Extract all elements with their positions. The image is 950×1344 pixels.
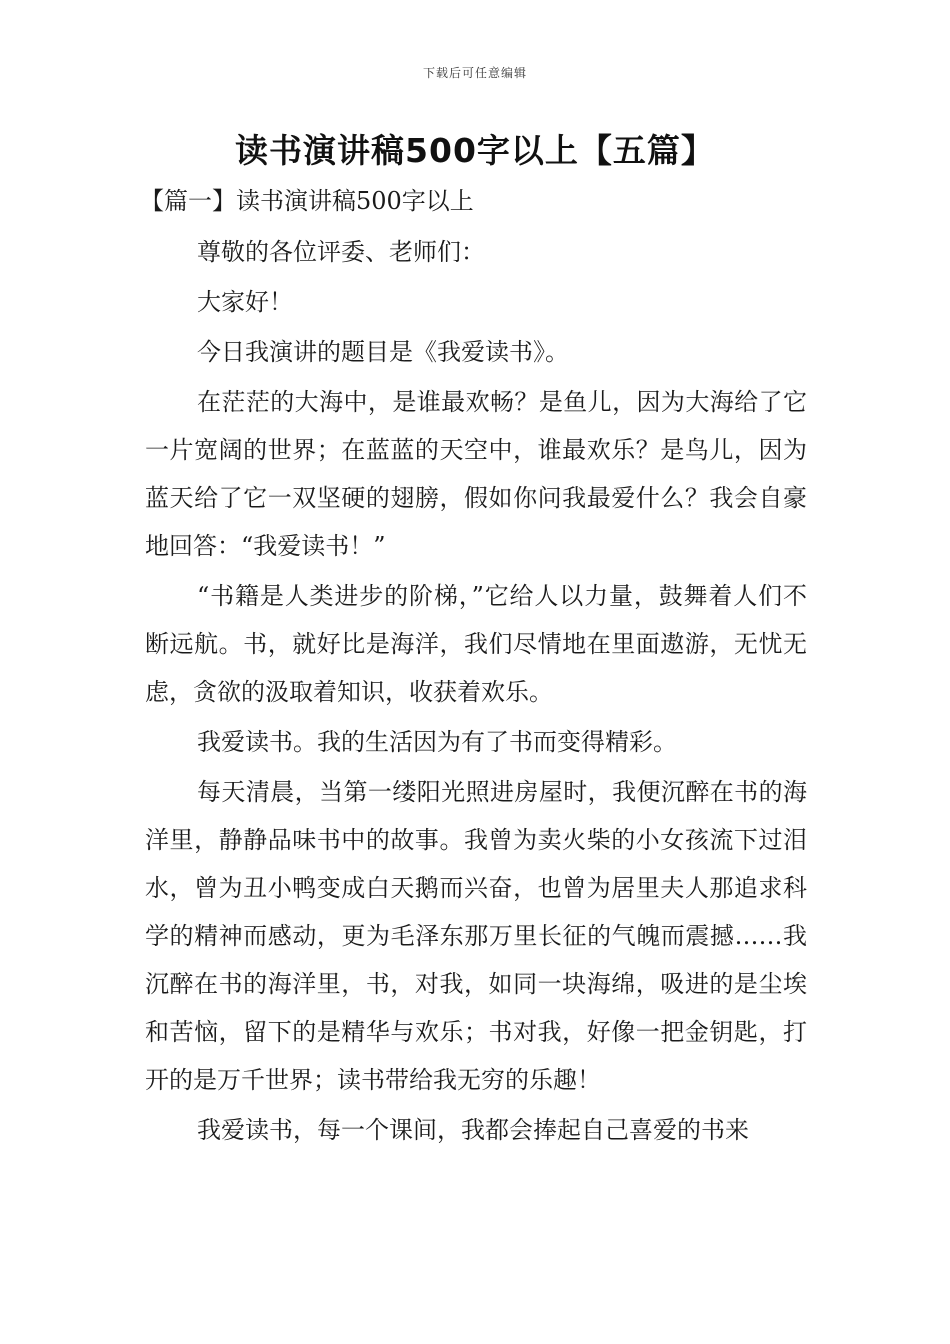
- paragraph: 在茫茫的大海中，是谁最欢畅？是鱼儿，因为大海给了它一片宽阔的世界；在蓝蓝的天空中，谁最欢乐？是鸟儿，因为蓝天给了它一双坚硬的翅膀，假如你问我最爱什么？我会自豪地回答：“我爱读书！”: [145, 388, 807, 560]
- paragraph: 大家好！: [197, 288, 293, 316]
- document-title: 读书演讲稿500字以上【五篇】: [235, 131, 715, 170]
- body-text: [145, 228, 807, 1154]
- paragraph: 我爱读书。我的生活因为有了书而变得精彩。: [197, 728, 677, 756]
- header-note: 下载后可任意编辑: [422, 66, 527, 80]
- paragraph: 每天清晨，当第一缕阳光照进房屋时，我便沉醉在书的海洋里，静静品味书中的故事。我曾为卖火柴的小女孩流下过泪水，曾为丑小鸭变成白天鹅而兴奋，也曾为居里夫人那追求科学的精神而感动，更为毛泽东那万里长征的气魄而震撼……我沉醉在书的海洋里，书，对我，如同一块海绵，吸进的是尘埃和苦恼，留下的是精华与欢乐；书对我，好像一把金钥匙，打开的是万千世界；读书带给我无穷的乐趣！: [145, 778, 807, 1094]
- paragraph: “书籍是人类进步的阶梯，”它给人以力量，鼓舞着人们不断远航。书，就好比是海洋，我们尽情地在里面遨游，无忧无虑，贪欲的汲取着知识，收获着欢乐。: [145, 582, 807, 706]
- paragraph: 今日我演讲的题目是《我爱读书》。: [197, 338, 569, 366]
- paragraph: 我爱读书，每一个课间，我都会捧起自己喜爱的书来: [197, 1116, 749, 1144]
- section-heading: 【篇一】读书演讲稿500字以上: [140, 187, 474, 215]
- paragraph: 尊敬的各位评委、老师们：: [197, 238, 485, 266]
